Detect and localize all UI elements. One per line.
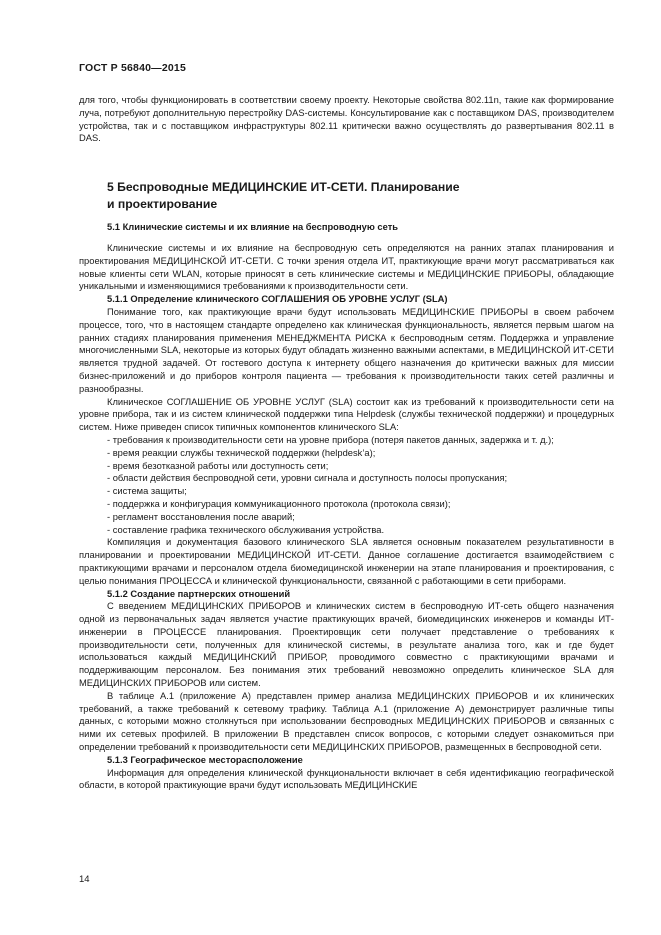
- document-body: [79, 94, 614, 792]
- section-5-title: [79, 179, 614, 213]
- list-item: - поддержка и конфигурация коммуникационного протокола (протокола связи);: [107, 498, 614, 511]
- intro-paragraph: для того, чтобы функционировать в соответствии своему проекту. Некоторые свойства 802.11n, такие как формирование луча, потребуют дополнительную перестройку DAS-системы. Консультирование как с поставщиком DAS, производителем устройства, так и с поставщиком инфраструктуры 802.11 критически важно осуществлять до развертывания 802.11 в DAS.: [79, 95, 614, 144]
- subsection-5-1-1-paragraph-3: Компиляция и документация базового клинического SLA является основным показателем результативности в планировании и проектировании МЕДИЦИНСКОЙ ИТ-СЕТИ. Данное соглашение достигается взаимодействием с практикующими врачами и персоналом отдела биомедицинской инженерии на этапе планирования и проектирования, с целью понимания ПРОЦЕССА и клинической функциональности, связанной с работающими в сети приборами.: [79, 537, 614, 586]
- subsection-5-1-1-paragraph-1: Понимание того, как практикующие врачи будут использовать МЕДИЦИНСКИЕ ПРИБОРЫ в своем рабочем процессе, того, что в настоящем стандарте определено как клиническая функциональность, является первым шагом на ранних стадиях планирования применения МЕНЕДЖМЕНТА РИСКА к беспроводным сетям. Поддержка и управление многочисленными SLA, некоторые из которых будут обладать жизненно важными аспектами, в МЕДИЦИНСКОЙ ИТ-СЕТИ является трудной задачей. От гостевого доступа к интернету общего назначения до критически важных для миссии бизнес-приложений и до приборов контроля пациента — требования к производительности таких сетей различны и разнообразны.: [79, 306, 614, 394]
- subsection-5-1-1-title: 5.1.1 Определение клинического СОГЛАШЕНИЯ ОБ УРОВНЕ УСЛУГ (SLA): [107, 294, 448, 305]
- subsection-5-1-title: 5.1 Клинические системы и их влияние на беспроводную сеть: [107, 222, 399, 233]
- page-number: 14: [79, 874, 90, 885]
- section-5-title-line2: и проектирование: [107, 197, 218, 212]
- list-item: - время безотказной работы или доступность сети;: [107, 460, 614, 473]
- list-item: - требования к производительности сети на уровне прибора (потеря пакетов данных, задержка и т. д.);: [107, 434, 614, 447]
- subsection-5-1-2-paragraph-2: В таблице А.1 (приложение А) представлен пример анализа МЕДИЦИНСКИХ ПРИБОРОВ и их клинических требований, а также требований к сетевому трафику. Таблица А.1 (приложение А) демонстрирует различные типы данных, с которыми можно столкнуться при использовании беспроводных МЕДИЦИНСКИХ ПРИБОРОВ и связанных с ними их сетевых профилей. В приложении В представлен список вопросов, с которыми следует ознакомиться при определении требований к производительности сети МЕДИЦИНСКИХ ПРИБОРОВ, размещенных в беспроводной сети.: [79, 690, 614, 753]
- subsection-5-1-2-title: 5.1.2 Создание партнерских отношений: [107, 588, 291, 599]
- list-item: - области действия беспроводной сети, уровни сигнала и доступность полосы пропускания;: [107, 472, 614, 485]
- subsection-5-1-2-paragraph-1: С введением МЕДИЦИНСКИХ ПРИБОРОВ и клинических систем в беспроводную ИТ-сеть общего назначения одной из первоначальных задач является участие практикующих врачей, биомедицинских инженеров и команды ИТ-инженерии в ПРОЦЕССЕ планирования. Проектировщик сети получает представление о требованиях к производительности сети, полученных для клинической системы, в результате анализа того, как и где будет использоваться каждый МЕДИЦИНСКИЙ ПРИБОР, проводимого совместно с практикующими врачами и поддерживающим персоналом. Без понимания этих требований невозможно определить клиническое SLA для МЕДИЦИНСКИХ ПРИБОРОВ или систем.: [79, 601, 614, 689]
- list-item: - регламент восстановления после аварий;: [107, 511, 614, 524]
- list-item: - система защиты;: [107, 485, 614, 498]
- list-item: - время реакции службы технической поддержки (helpdesk’a);: [107, 447, 614, 460]
- sla-components-list: [79, 434, 614, 536]
- section-5-title-line1: 5 Беспроводные МЕДИЦИНСКИЕ ИТ-СЕТИ. Планирование: [107, 180, 460, 195]
- list-item: - составление графика технического обслуживания устройства.: [107, 524, 614, 537]
- subsection-5-1-paragraph: Клинические системы и их влияние на беспроводную сеть определяются на ранних этапах планирования и проектирования МЕДИЦИНСКОЙ ИТ-СЕТИ. С точки зрения отдела ИТ, практикующие врачи могут рассматриваться как новые клиенты сети WLAN, которые приносят в сеть клинические системы и МЕДИЦИНСКИЕ ПРИБОРЫ, обладающие уникальными и изменяющимися требованиями к производительности сети.: [79, 242, 614, 292]
- standard-header: ГОСТ Р 56840—2015: [79, 62, 187, 74]
- subsection-5-1-3-title: 5.1.3 Географическое месторасположение: [107, 754, 303, 765]
- subsection-5-1-3-paragraph: Информация для определения клинической функциональности включает в себя идентификацию географической области, в которой практикующие врачи будут использовать МЕДИЦИНСКИЕ: [79, 767, 614, 791]
- spacer: [79, 145, 614, 179]
- subsection-5-1-1-paragraph-2: Клиническое СОГЛАШЕНИЕ ОБ УРОВНЕ УСЛУГ (SLA) состоит как из требований к производительности сети на уровне прибора, так и из систем клинической поддержки типа Helpdesk (службы технической поддержки) и процедурных систем. Ниже приведен список типичных компонентов клинического SLA:: [79, 396, 614, 433]
